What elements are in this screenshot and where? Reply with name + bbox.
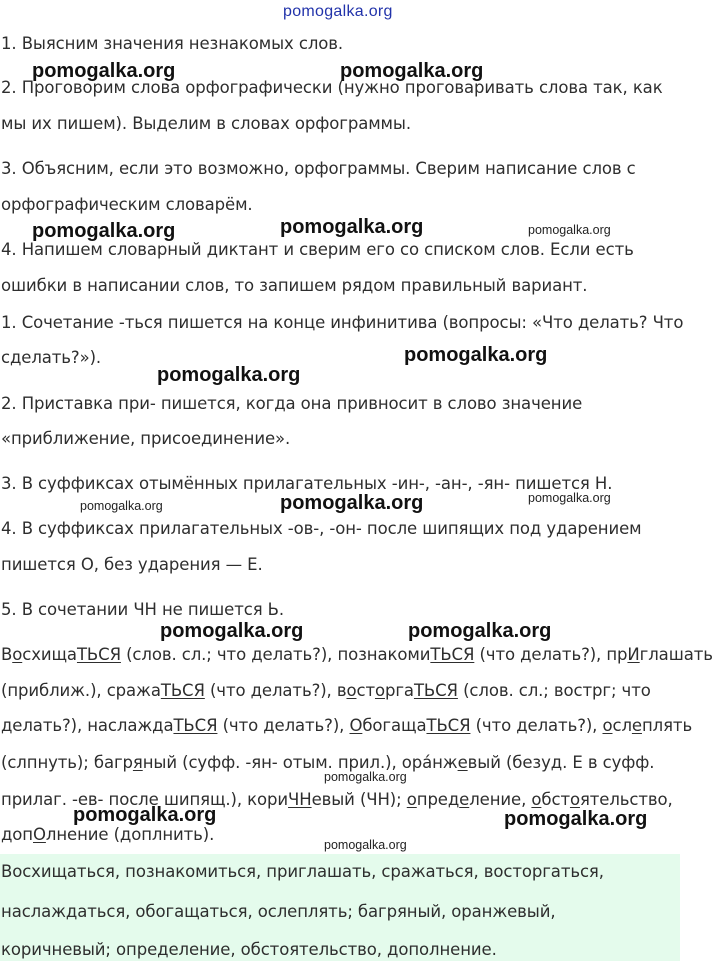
rule-line: «приближение, присоединение». xyxy=(1,429,291,448)
orthogram: е xyxy=(457,753,468,772)
orthogram: о xyxy=(531,790,542,809)
rule-line: 5. В сочетании ЧН не пишется Ь. xyxy=(1,600,285,619)
analysis-line xyxy=(1,825,214,845)
watermark[interactable]: pomogalka.org xyxy=(160,620,304,642)
step-line: мы их пишем). Выделим в словах орфограммы. xyxy=(1,114,411,133)
text-segment: рга xyxy=(384,681,414,700)
analysis-line xyxy=(1,716,692,736)
orthogram: я xyxy=(132,753,143,772)
orthogram: о xyxy=(346,681,357,700)
watermark[interactable]: pomogalka.org xyxy=(528,223,611,237)
orthogram: ТЬСЯ xyxy=(426,716,471,735)
orthogram: ЧН xyxy=(288,790,312,809)
step-line: орфографическим словарём. xyxy=(1,195,253,214)
watermark[interactable]: pomogalka.org xyxy=(280,216,424,238)
rule-line: сделать?»). xyxy=(1,348,102,367)
orthogram: И xyxy=(627,645,640,664)
text-segment: (слов. сл.; что делать?), познакоми xyxy=(120,645,431,664)
rule-line: 2. Приставка при- пишется, когда она привносит в слово значение xyxy=(1,394,583,413)
text-segment: вый (безуд. Е в суфф. xyxy=(467,753,655,772)
answer-line: наслаждаться, обогащаться, ослеплять; багряный, оранжевый, xyxy=(1,902,556,921)
rule-line: 4. В суффиксах прилагательных -ов-, -он- после шипящих под ударением xyxy=(1,519,642,538)
orthogram: о xyxy=(602,716,613,735)
orthogram: О xyxy=(349,716,363,735)
text-segment: бст xyxy=(541,790,570,809)
orthogram: о xyxy=(569,790,580,809)
text-segment: лнение (доплнить). xyxy=(45,825,215,844)
text-segment: сл xyxy=(612,716,632,735)
text-segment: схища xyxy=(22,645,77,664)
orthogram: ТЬСЯ xyxy=(173,716,218,735)
watermark[interactable]: pomogalka.org xyxy=(408,620,552,642)
text-segment: ст xyxy=(356,681,375,700)
answer-line: коричневый; определение, обстоятельство, дополнение. xyxy=(1,940,497,959)
text-segment: (приближ.), сража xyxy=(1,681,161,700)
step-line: 2. Проговорим слова орфографически (нужно проговаривать слова так, как xyxy=(1,78,663,97)
text-segment: (что делать?), в xyxy=(204,681,347,700)
text-segment: плять xyxy=(641,716,693,735)
orthogram: ТЬСЯ xyxy=(430,645,475,664)
text-segment: пред xyxy=(416,790,460,809)
watermark[interactable]: pomogalka.org xyxy=(280,492,424,514)
rule-line: 3. В суффиксах отымённых прилагательных -ин-, -ан-, -ян- пишется Н. xyxy=(1,474,613,493)
orthogram: ТЬСЯ xyxy=(76,645,121,664)
text-segment: (что делать?), пр xyxy=(474,645,628,664)
watermark[interactable]: pomogalka.org xyxy=(504,808,648,830)
step-line: 3. Объясним, если это возможно, орфограммы. Сверим написание слов с xyxy=(1,159,636,178)
text-segment: ный (суфф. -ян- отым. прил.), ора́нж xyxy=(142,753,458,772)
orthogram: ТЬСЯ xyxy=(413,681,458,700)
watermark[interactable]: pomogalka.org xyxy=(340,60,484,82)
watermark[interactable]: pomogalka.org xyxy=(32,220,176,242)
watermark[interactable]: pomogalka.org xyxy=(32,60,176,82)
text-segment: (слов. сл.; вострг; что xyxy=(457,681,651,700)
text-segment: делать?), наслажда xyxy=(1,716,174,735)
watermark[interactable]: pomogalka.org xyxy=(324,770,407,784)
orthogram: О xyxy=(33,825,46,844)
text-segment: глашать xyxy=(639,645,713,664)
step-line: 4. Напишем словарный диктант и сверим его со списком слов. Если есть xyxy=(1,240,634,259)
rule-line: пишется О, без ударения — Е. xyxy=(1,555,263,574)
text-segment: ление, xyxy=(469,790,532,809)
orthogram: о xyxy=(12,645,23,664)
rule-line: 1. Сочетание -ться пишется на конце инфинитива (вопросы: «Что делать? Что xyxy=(1,313,684,332)
step-line: 1. Выясним значения незнакомых слов. xyxy=(1,34,344,53)
text-segment: доп xyxy=(1,825,33,844)
answer-line: Восхищаться, познакомиться, приглашать, сражаться, восторгаться, xyxy=(1,862,604,881)
watermark[interactable]: pomogalka.org xyxy=(404,344,548,366)
text-segment: евый (ЧН); xyxy=(311,790,407,809)
watermark-top[interactable]: pomogalka.org xyxy=(283,3,393,20)
watermark[interactable]: pomogalka.org xyxy=(73,804,217,826)
text-segment: (слпнуть); багр xyxy=(1,753,133,772)
orthogram: е xyxy=(631,716,642,735)
analysis-line xyxy=(1,645,713,665)
orthogram: о xyxy=(406,790,417,809)
watermark[interactable]: pomogalka.org xyxy=(157,364,301,386)
text-segment: богаща xyxy=(362,716,427,735)
watermark[interactable]: pomogalka.org xyxy=(80,499,163,513)
text-segment: ятельство, xyxy=(579,790,673,809)
text-segment: В xyxy=(1,645,13,664)
text-segment: (что делать?), xyxy=(217,716,350,735)
orthogram: е xyxy=(459,790,470,809)
analysis-line xyxy=(1,681,651,701)
text-segment: (что делать?), xyxy=(470,716,603,735)
watermark[interactable]: pomogalka.org xyxy=(324,838,407,852)
text-segment: прилаг. -ев- после шипящ.), кори xyxy=(1,790,289,809)
watermark[interactable]: pomogalka.org xyxy=(528,491,611,505)
orthogram: ТЬСЯ xyxy=(160,681,205,700)
step-line: ошибки в написании слов, то запишем рядом правильный вариант. xyxy=(1,276,588,295)
orthogram: о xyxy=(374,681,385,700)
